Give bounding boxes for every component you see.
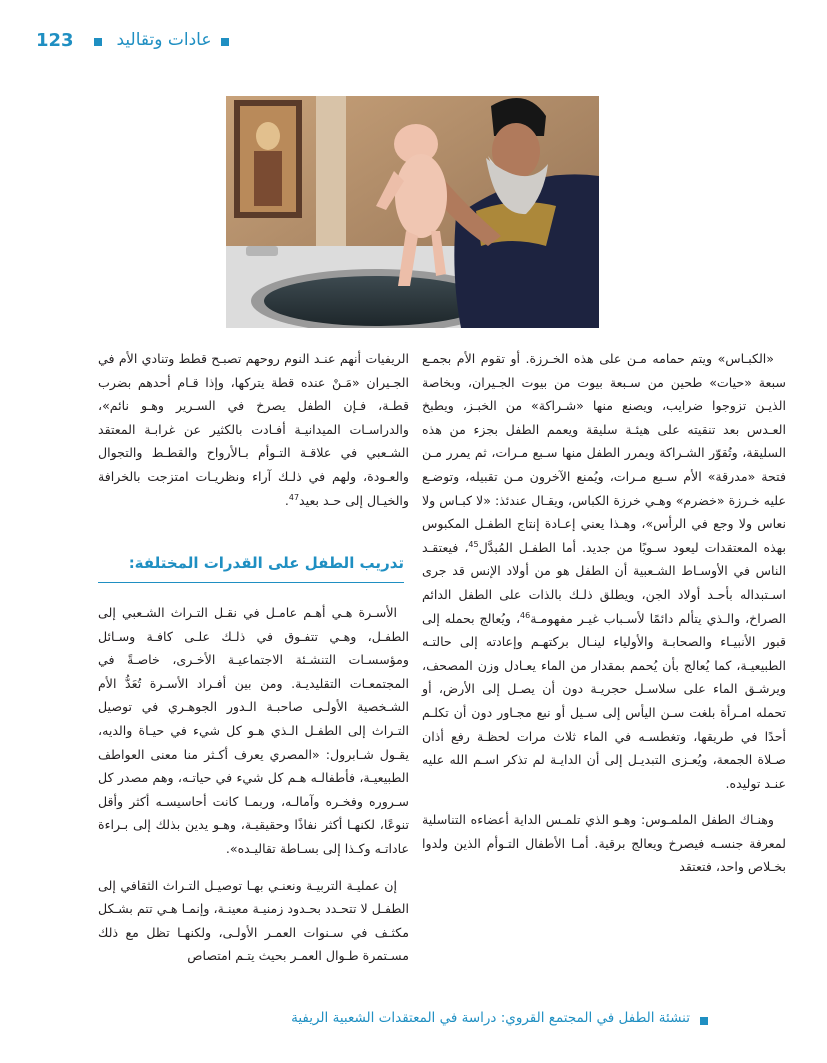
text-span: ، فيعتقـد الناس في الأوسـاط الشـعبية أن الطفل هو من أولاد الإنس قد جرى اسـتبداله بأحـد أولاد الجن، ويطلق ذلـك بالذات على الطفل الدائم الصراخ، والـذي يتألم دائمًا لأسـباب غيـر مفهومـة xyxy=(422,539,786,626)
left-column-bottom xyxy=(98,601,409,968)
paragraph-gap xyxy=(422,795,786,808)
left-paragraph-3: إن عمليـة التربيـة ونعنـي بهـا توصيـل التـراث الثقافي إلى الطفـل لا تتحـدد بحـدود زمنيـة معينـة، وإنمـا هـي تتم بشـكل مكثـف في سـنوات العمـر الأولـى، ولكنهـا تظل مع ذلك مسـتمرة طـوال العمـر بحيث يتـم امتصاص xyxy=(98,877,409,964)
section-title: عادات وتقاليد xyxy=(116,30,212,50)
baptism-photo xyxy=(226,96,599,328)
footer-book-title: تنشئة الطفل في المجتمع القروي: دراسة في المعتقدات الشعبية الريفية xyxy=(291,1010,690,1026)
footnote-ref-46: 46 xyxy=(520,610,531,620)
text-span: . xyxy=(284,492,289,508)
header-square-left xyxy=(94,38,102,46)
text-span: «الكبـاس» ويتم حمامه مـن على هذه الخـرزة. أو تقوم الأم بجمـع سبعة «حيات» طحين من سـبعة بيوت من بيوت الجـيران، وبخاصة الذيـن تزوجوا ضرايب، ويصنع منها «شـراكة» من الخبـز، ويطبخ العـدس بعد تنقيته على هيئـة سليقة ويعمم الطفل بجزء من هذه السليقة، وتُقوّر الشـراكة ويمرر الطفل منها سـبع مـرات، ثم يمرر مـن فتحة «مدرقة» الأم سـبع مـرات، ويُمنع الآخرون مـن تقبيله، وتوضـع عليه خـرزة «خضرم» وهـي خرزة الكباس، ويقـال عندئذ: «لا كبـاس ولا نعاس ولا وجع في الرأس»، وهـذا يعني إعـادة إنتاج الطفـل المكبوس بهذه المعتقدات ليعود سـويًا من جديد. أما الطفـل المُبدَّل xyxy=(422,351,786,555)
footer-square xyxy=(700,1017,708,1025)
left-column-top xyxy=(98,347,409,512)
page-number: 123 xyxy=(36,30,74,51)
section-heading: تدريب الطفل على القدرات المختلفة: xyxy=(128,554,404,572)
paragraph-gap xyxy=(98,861,409,874)
baptism-photo-illustration xyxy=(226,96,599,328)
heading-rule xyxy=(98,582,404,583)
text-span: ، ويُعالج بحمله إلى قبور الأنبيـاء والصحابـة والأولياء لينـال بركتهـم وإعادته إلى حالتـه الطبيعيـة، كما يُعالج بأن يُحمم بمقدار من الماء يعـادل وزن المصحف، ويرشـق الماء على سلاسـل حجريـة دون أن يصـل إلى الأرض، أو تحمله امـرأة بلغت سـن اليأس إلى سـيل أو نبع مجـاور دون أن تكلـم أحدًا في طريقها، وتغطسـه في الماء ثلاث مرات لحظـة رفع أذان صـلاة الجمعة، ويُعـزى التبديـل إلى أن الدايـة لم تذكر اسـم الله عليه عنـد توليده. xyxy=(422,610,786,791)
footnote-ref-45: 45 xyxy=(468,539,479,549)
right-column xyxy=(422,347,786,879)
header-square-right xyxy=(221,38,229,46)
right-paragraph-2: وهنـاك الطفل الملمـوس: وهـو الذي تلمـس الداية أعضاءه التناسلية لمعرفة جنسـه فيصرخ ويعالج برقية. أمـا الأطفال التـوأم الذين ولدوا بخـلاص واحد، فتعتقد xyxy=(422,812,786,875)
text-span: الريفيات أنهم عنـد النوم روحهم تصبـح قطط وتنادي الأم في الجـيران «مَـنْ عنده قطة يتركها، وإذا قـام أحدهم بضرب قطـة، فـإن الطفل يصرخ في السـرير وهـو نائم»، والدراسـات الميدانيـة أفـادت بالكثير عن غرابـة المعتقد الشـعبي في علاقـة التـوأم بـالأرواح والقطـط والتجوال والعـودة، ولهم في ذلـك آراء ونظريـات امتزجت بالخرافة والخيـال إلى حـد بعيد xyxy=(98,351,409,508)
left-paragraph-1 xyxy=(98,347,409,512)
footnote-ref-47: 47 xyxy=(288,492,300,502)
right-paragraph-1 xyxy=(422,347,786,795)
left-paragraph-2: الأسـرة هـي أهـم عامـل في نقـل التـراث الشـعبي إلى الطفـل، وهـي تتفـوق في ذلـك علـى كافـة وسـائل ومؤسسـات التنشـئة الاجتماعيـة الأخـرى، خاصـةً في المجتمعـات التقليديـة. ومن بين أفـراد الأسـرة تُعَدُّ الأم الشـخصية الأولـى صاحبـة الـدور الجوهـري في توصيل التـراث إلى الطفـل الـذي هـو كل شيء في حيـاة والديه، يقـول شـابرول: «المصري يعرف أكـثر منا معنى العواطف الطبيعيـة، فأطفالـه هـم كل شيء في حياتـه، وهم مصدر كل سـروره وفخـره وآمالـه، وربمـا كانت أحاسيسـه أكثر وأقل تنوعًا، لكنهـا أكثر نفاذًا وحقيقيـة، وهـو يدين بذلك إلى بـراءة عاداتـه وكـذا إلى بسـاطة تقاليـده». xyxy=(98,605,409,856)
